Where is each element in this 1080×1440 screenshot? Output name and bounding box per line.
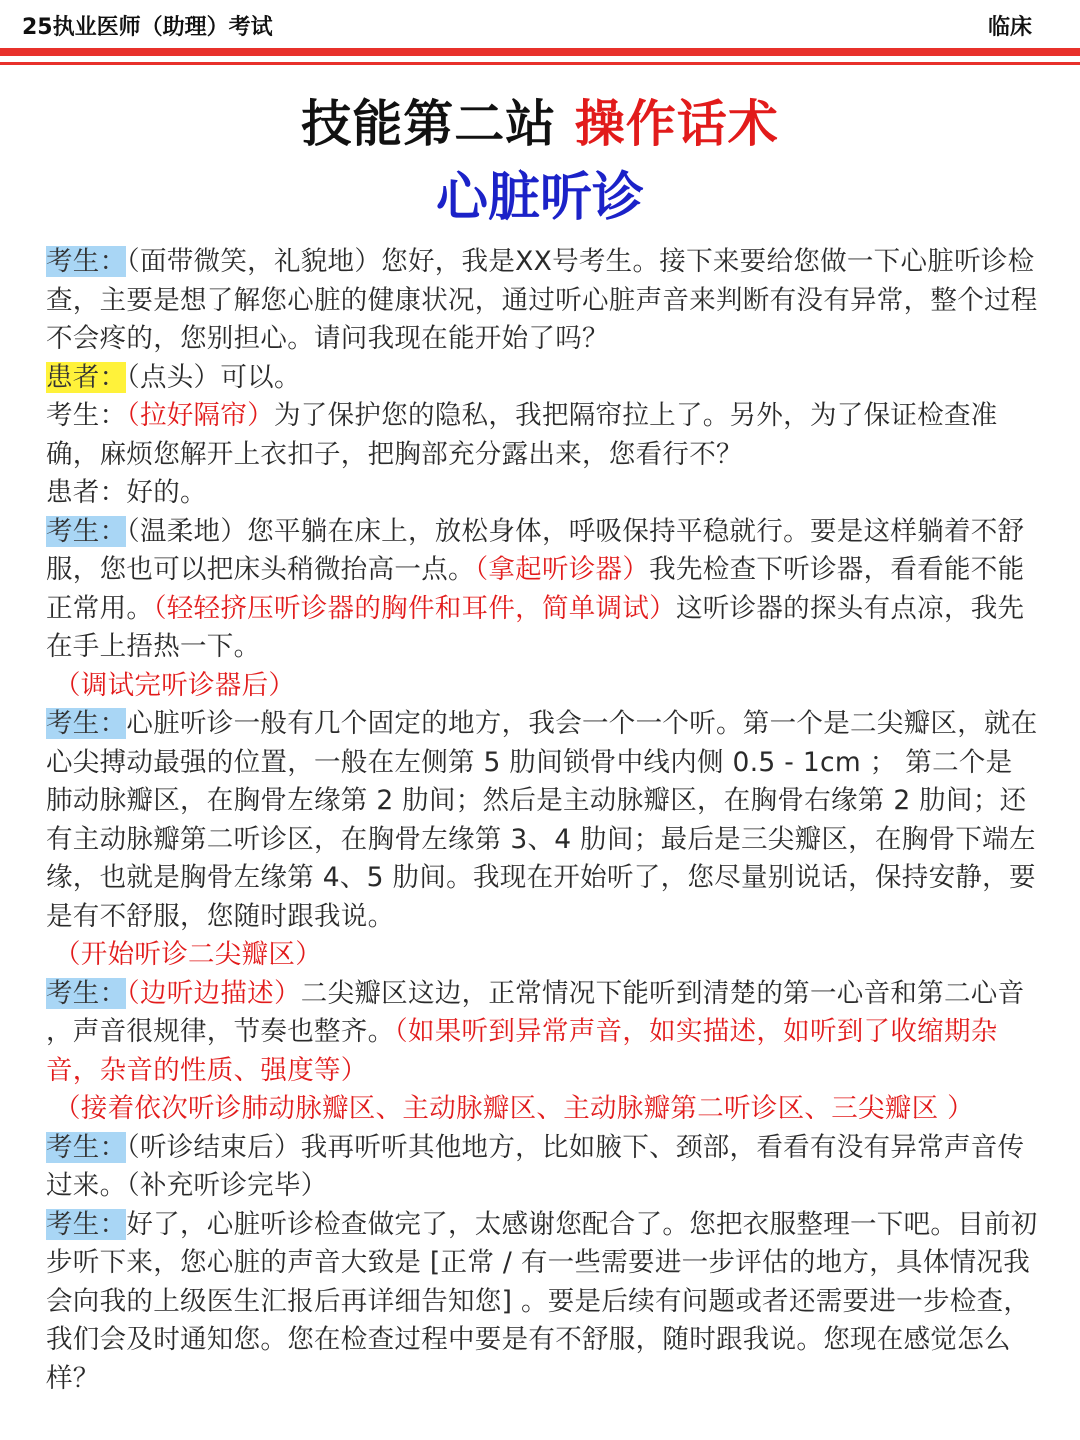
speech-text: （温柔地）您平躺在床上，放松身体，呼吸保持平稳就行。要是这样躺着不舒服，您也可以把床头稍微抬高一点。 [46, 515, 1025, 585]
speaker-tag-examinee: 考生： [46, 515, 127, 547]
speaker-tag-examinee: 考生： [46, 708, 127, 739]
dialogue-line [46, 975, 1038, 1091]
header-divider-thin [0, 62, 1080, 65]
action-note: （拿起听诊器） [474, 554, 650, 585]
action-note: （拉好隔帘） [126, 400, 274, 431]
speech-text: 好的。 [126, 477, 207, 508]
page-subtitle: 心脏听诊 [435, 168, 644, 228]
speaker-tag-examinee: 考生： [46, 246, 127, 277]
dialogue-line [46, 359, 1038, 398]
action-note: （边听边描述） [126, 977, 301, 1009]
speech-text: （听诊结束后）我再听听其他地方，比如腋下、颈部，看看有没有异常声音传过来。（补充听诊完毕） [46, 1131, 1025, 1201]
page-title [0, 92, 1080, 156]
dialogue-line [46, 705, 1038, 936]
dialogue-line [46, 243, 1038, 359]
speaker-tag: 考生： [46, 400, 127, 431]
title-topic: 操作话术 [574, 95, 779, 153]
dialogue-line [46, 397, 1038, 474]
speech-text: 心脏听诊一般有几个固定的地方，我会一个一个听。第一个是二尖瓣区，就在心尖搏动最强的位置，一般在左侧第 5 肋间锁骨中线内侧 0.5 - 1cm ； 第二个是肺动脉瓣区，在胸骨左缘第 2 肋间；然后是主动脉瓣区，在胸骨右缘第 2 肋间；还有主动脉瓣第二听诊区，在胸骨左缘第 3、4 肋间；最后是三尖瓣区，在胸骨下端左缘，也就是胸骨左缘第 4、5 肋间。我现在开始听了，您尽量别说话，保持安静，要是有不舒服，您随时跟我说。 [46, 708, 1038, 932]
action-note: （如果听到异常声音，如实描述，如听到了收缩期杂音，杂音的性质、强度等） [46, 1016, 998, 1086]
exam-name: 25执业医师（助理）考试 [22, 15, 273, 40]
speech-text: 这听诊器的探头有点凉，我先在手上捂热一下。 [46, 592, 1025, 662]
header-divider-thick [0, 48, 1080, 56]
speech-text: （面带微笑，礼貌地）您好，我是XX号考生。接下来要给您做一下心脏听诊检查，主要是想了解您心脏的健康状况，通过听心脏声音来判断有没有异常，整个过程不会疼的，您别担心。请问我现在能开始了吗？ [46, 246, 1038, 354]
speaker-tag-examinee: 考生： [46, 1208, 127, 1240]
speaker-tag-examinee: 考生： [46, 1131, 127, 1163]
category-label: 临床 [987, 15, 1032, 40]
action-line: （接着依次听诊肺动脉瓣区、主动脉瓣区、主动脉瓣第二听诊区、三尖瓣区 ） [54, 1093, 974, 1124]
speech-text: 二尖瓣区这边，正常情况下能听到清楚的第一心音和第二心音 ，声音很规律，节奏也整齐。 [46, 977, 1025, 1047]
speaker-tag: 患者： [46, 477, 127, 508]
dialogue-line [46, 513, 1038, 667]
speech-text: 我先检查下听诊器，看看能不能正常用。 [46, 554, 1025, 624]
title-station: 技能第二站 [301, 95, 557, 153]
dialogue-line [46, 474, 1038, 513]
dialogue-line [46, 1129, 1038, 1206]
speech-text: （点头）可以。 [126, 361, 301, 393]
header-bar [0, 0, 1080, 48]
speaker-tag-examinee: 考生： [46, 977, 127, 1009]
action-line: （调试完听诊器后） [54, 669, 296, 701]
speech-text: 为了保护您的隐私，我把隔帘拉上了。另外，为了保证检查准确，麻烦您解开上衣扣子，把胸部充分露出来，您看行不？ [46, 400, 998, 470]
dialogue-script [46, 243, 1038, 1398]
action-line: （开始听诊二尖瓣区） [54, 939, 322, 970]
speaker-tag-patient: 患者： [46, 361, 127, 393]
speech-text: 好了，心脏听诊检查做完了，太感谢您配合了。您把衣服整理一下吧。目前初步听下来，您心脏的声音大致是 [正常 / 有一些需要进一步评估的地方，具体情况我会向我的上级医生汇报后再详细告知您] 。要是后续有问题或者还需要进一步检查，我们会及时通知您。您在检查过程中要是有不舒服，随时跟我说。您现在感觉怎么样？ [46, 1208, 1038, 1394]
dialogue-line [46, 1206, 1038, 1399]
action-note: （轻轻挤压听诊器的胸件和耳件，简单调试） [153, 592, 676, 624]
